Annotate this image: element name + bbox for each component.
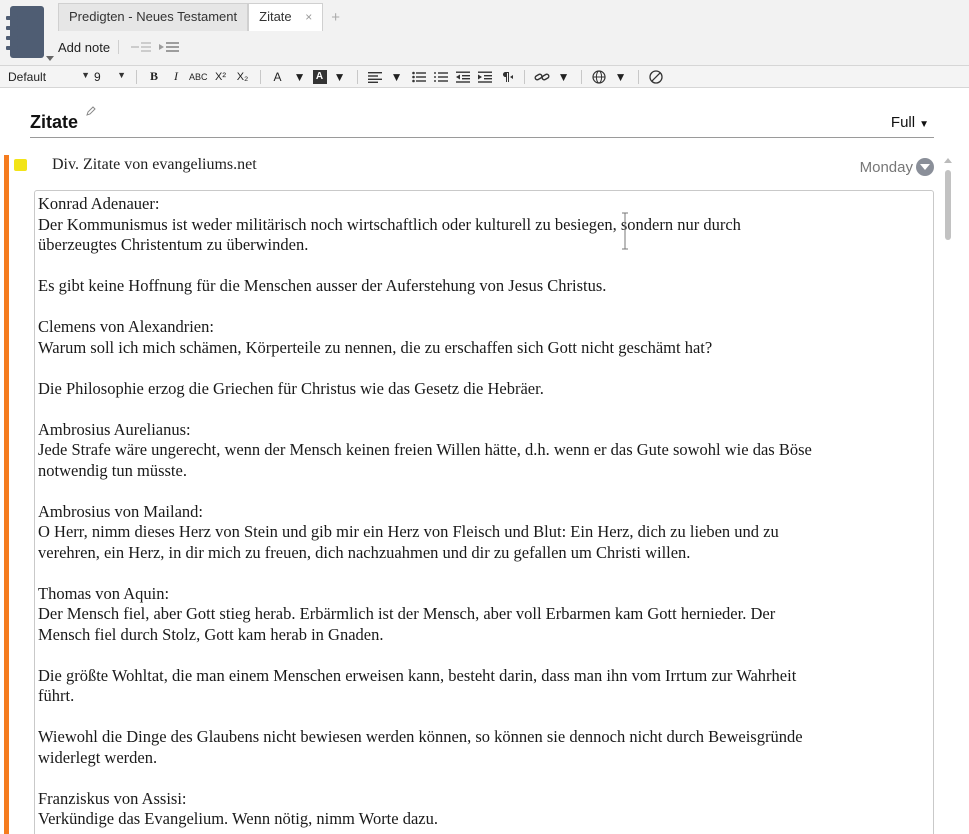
outdent-icon[interactable]: [131, 41, 151, 53]
note-line: Es gibt keine Hoffnung für die Menschen ausser der Auferstehung von Jesus Christus.: [38, 276, 607, 295]
divider: [581, 70, 582, 84]
note-body-editor[interactable]: [34, 190, 934, 834]
view-mode-value: Full: [890, 114, 916, 131]
font-color-button[interactable]: A: [273, 69, 282, 84]
increase-indent-icon[interactable]: [476, 68, 494, 86]
note-line: notwendig tun müsste.: [38, 460, 187, 480]
divider: [260, 70, 261, 84]
view-mode-select[interactable]: [891, 114, 929, 131]
align-icon[interactable]: [366, 68, 384, 86]
note-line: [38, 399, 930, 420]
globe-icon[interactable]: [590, 68, 608, 86]
note-line: Warum soll ich mich schämen, Körperteile zu nennen, die zu erschaffen sich Gott nicht geschämt hat?: [38, 337, 713, 357]
chevron-down-icon[interactable]: ▼: [333, 69, 346, 84]
add-tab-button[interactable]: +: [331, 9, 341, 26]
page-title: Zitate: [30, 112, 79, 132]
tab-label: Zitate: [259, 9, 292, 24]
scrollbar-thumb[interactable]: [945, 170, 951, 240]
note-line: [38, 563, 930, 584]
note-line: O Herr, nimm dieses Herz von Stein und gib mir ein Herz von Fleisch und Blut: Ein Herz, dich zu lieben und zu: [38, 522, 779, 541]
note-line: Konrad Adenauer:: [38, 194, 160, 213]
text-cursor-icon: [620, 212, 630, 250]
chevron-down-icon[interactable]: ▼: [557, 69, 570, 84]
note-flag-icon[interactable]: [14, 159, 27, 171]
size-value: 9: [94, 69, 101, 84]
scroll-up-arrow[interactable]: [944, 158, 952, 163]
note-line: überzeugtes Christentum zu überwinden.: [38, 235, 309, 254]
divider: [136, 70, 137, 84]
note-line: [38, 645, 930, 666]
chevron-down-icon[interactable]: ▼: [390, 69, 403, 84]
note-line: Die Philosophie erzog die Griechen für Christus wie das Gesetz die Hebräer.: [38, 378, 544, 398]
italic-button[interactable]: I: [174, 69, 178, 83]
note-line: Der Kommunismus ist weder militärisch noch wirtschaftlich oder kulturell zu besiegen, sondern nur durch: [38, 214, 741, 234]
note-line: Franziskus von Assisi:: [38, 788, 187, 808]
decrease-indent-icon[interactable]: [454, 68, 472, 86]
bold-button[interactable]: B: [149, 69, 158, 83]
bullet-list-icon[interactable]: [410, 68, 428, 86]
paragraph-direction-icon[interactable]: [498, 68, 516, 86]
chevron-down-icon: ▼: [117, 69, 126, 80]
note-line: Mensch fiel durch Stolz, Gott kam herab in Gnaden.: [38, 624, 384, 644]
close-icon[interactable]: ×: [305, 10, 313, 24]
superscript-button[interactable]: X²: [215, 70, 227, 83]
add-note-button[interactable]: Add note: [58, 39, 111, 55]
note-line: Der Mensch fiel, aber Gott stieg herab. Erbärmlich ist der Mensch, aber voll Erbarmen kam Gott hernieder. Der: [38, 604, 776, 623]
chevron-down-icon[interactable]: [916, 158, 934, 176]
tab-predigten[interactable]: [58, 3, 248, 31]
divider: [118, 40, 119, 54]
note-line: Wiewohl die Dinge des Glaubens nicht bewiesen werden können, so können sie dennoch nicht durch Beweisgründe: [38, 727, 803, 746]
note-actions: [58, 36, 183, 58]
smallcaps-button[interactable]: ABC: [189, 71, 208, 82]
tab-strip: [58, 3, 340, 31]
note-line: [38, 768, 930, 789]
style-value: Default: [8, 69, 47, 84]
chevron-down-icon: ▼: [81, 69, 90, 80]
note-line: [38, 358, 930, 379]
subscript-button[interactable]: X₂: [236, 70, 249, 83]
note-line: Clemens von Alexandrien:: [38, 317, 214, 336]
clear-formatting-icon[interactable]: [647, 68, 665, 86]
divider: [524, 70, 525, 84]
link-icon[interactable]: [533, 68, 551, 86]
note-line: [38, 297, 930, 318]
chevron-down-icon: ▼: [919, 119, 929, 130]
font-size-select[interactable]: [90, 70, 130, 84]
divider: [30, 137, 934, 138]
notebook-icon[interactable]: [6, 4, 50, 60]
tab-zitate[interactable]: [248, 3, 323, 31]
note-line: verehren, ein Herz, in dir mich zu freuen, dich nachzuahmen und dir zu gefallen um Christi willen.: [38, 542, 691, 562]
indent-icon[interactable]: [159, 41, 179, 53]
note-line: führt.: [38, 686, 75, 705]
top-bar: [0, 0, 969, 66]
note-title[interactable]: Div. Zitate von evangeliums.net: [52, 156, 257, 173]
tab-label: Predigten - Neues Testament: [69, 9, 238, 24]
note-accent-bar: [4, 155, 9, 834]
note-line: [38, 707, 930, 728]
note-line: widerlegt werden.: [38, 747, 158, 767]
note-line: Ambrosius von Mailand:: [38, 501, 203, 521]
note-line: [38, 256, 930, 277]
note-line: Verkündige das Evangelium. Wenn nötig, nimm Worte dazu.: [38, 809, 438, 828]
chevron-down-icon[interactable]: ▼: [614, 69, 627, 84]
chevron-down-icon[interactable]: [46, 56, 54, 61]
note-line: Ambrosius Aurelianus:: [38, 419, 191, 439]
paragraph-style-select[interactable]: [0, 70, 90, 84]
note-line: Jede Strafe wäre ungerecht, wenn der Mensch keinen freien Willen hätte, d.h. wenn er das Gute sowohl wie das Böse: [38, 440, 812, 459]
divider: [357, 70, 358, 84]
edit-pencil-icon[interactable]: [86, 106, 96, 116]
note-line: [38, 481, 930, 502]
formatting-toolbar: [0, 66, 969, 88]
numbered-list-icon[interactable]: [432, 68, 450, 86]
highlight-button[interactable]: A: [313, 70, 327, 84]
note-line: Die größte Wohltat, die man einem Menschen erweisen kann, besteht darin, dass man ihn vom Irrtum zur Wahrheit: [38, 665, 797, 685]
divider: [638, 70, 639, 84]
note-line: Thomas von Aquin:: [38, 583, 170, 603]
chevron-down-icon[interactable]: ▼: [293, 69, 306, 84]
note-date: Monday: [859, 159, 913, 176]
